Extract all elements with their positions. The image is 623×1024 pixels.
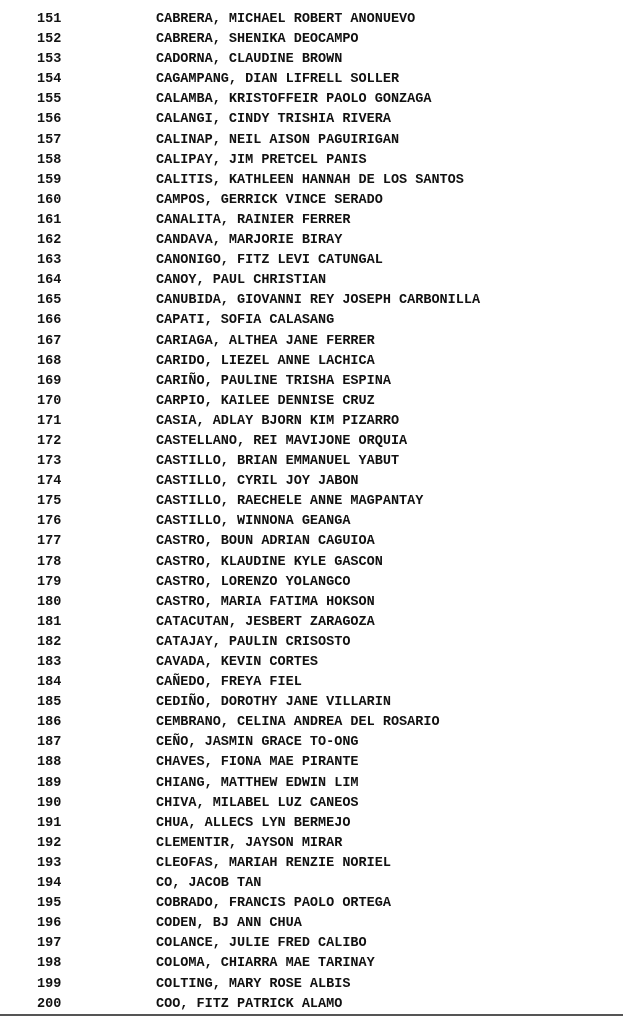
list-item <box>0 151 623 171</box>
entry-name: CLEOFAS, MARIAH RENZIE NORIEL <box>156 855 391 871</box>
entry-number: 191 <box>37 815 62 831</box>
entry-name: CASTILLO, CYRIL JOY JABON <box>156 474 359 490</box>
list-item <box>0 874 623 894</box>
entry-name: CHAVES, FIONA MAE PIRANTE <box>156 755 359 771</box>
page-bottom-rule <box>0 1014 623 1016</box>
list-item <box>0 573 623 593</box>
entry-name: COO, FITZ PATRICK ALAMO <box>156 996 343 1012</box>
entry-name: CLEMENTIR, JAYSON MIRAR <box>156 835 343 851</box>
entry-number: 165 <box>37 293 62 309</box>
list-item <box>0 251 623 271</box>
entry-number: 188 <box>37 755 62 771</box>
entry-number: 173 <box>37 454 62 470</box>
entry-number: 162 <box>37 233 62 249</box>
list-item <box>0 774 623 794</box>
list-item <box>0 432 623 452</box>
entry-name: CAVADA, KEVIN CORTES <box>156 655 319 670</box>
entry-name: CANDAVA, MARJORIE BIRAY <box>156 233 343 249</box>
entry-name: CODEN, BJ ANN CHUA <box>156 916 302 932</box>
entry-number: 187 <box>37 735 62 751</box>
entry-name: CHUA, ALLECS LYN BERMEJO <box>156 815 351 831</box>
list-item <box>0 492 623 512</box>
list-item <box>0 110 623 130</box>
entry-name: COLOMA, CHIARRA MAE TARINAY <box>156 956 375 972</box>
entry-number: 196 <box>37 916 62 932</box>
list-item <box>0 311 623 331</box>
entry-name: COLANCE, JULIE FRED CALIBO <box>156 936 367 952</box>
list-item <box>0 291 623 311</box>
entry-number: 170 <box>37 393 62 409</box>
list-item <box>0 693 623 713</box>
entry-number: 195 <box>37 896 62 912</box>
entry-name: CHIANG, MATTHEW EDWIN LIM <box>156 775 359 791</box>
entry-name: CAÑEDO, FREYA FIEL <box>156 675 302 691</box>
entry-name: CALANGI, CINDY TRISHIA RIVERA <box>156 112 391 128</box>
entry-name: CABRERA, SHENIKA DEOCAMPO <box>156 32 359 48</box>
entry-name: COLTING, MARY ROSE ALBIS <box>156 976 351 992</box>
entry-number: 199 <box>37 976 62 992</box>
entry-name: CARIÑO, PAULINE TRISHA ESPINA <box>156 373 391 389</box>
list-item <box>0 633 623 653</box>
list-item <box>0 70 623 90</box>
entry-number: 171 <box>37 413 62 429</box>
list-item <box>0 653 623 673</box>
entry-name: CALITIS, KATHLEEN HANNAH DE LOS SANTOS <box>156 172 464 188</box>
list-item <box>0 191 623 211</box>
list-item <box>0 131 623 151</box>
list-item <box>0 392 623 412</box>
entry-number: 193 <box>37 855 62 871</box>
entry-name: COBRADO, FRANCIS PAOLO ORTEGA <box>156 896 391 912</box>
entry-number: 197 <box>37 936 62 952</box>
list-item <box>0 995 623 1015</box>
entry-number: 169 <box>37 373 62 389</box>
entry-name: CATACUTAN, JESBERT ZARAGOZA <box>156 614 375 630</box>
entry-number: 174 <box>37 474 62 490</box>
list-item <box>0 412 623 432</box>
entry-name: CHIVA, MILABEL LUZ CANEOS <box>156 795 359 811</box>
entry-number: 198 <box>37 956 62 972</box>
entry-name: CASTELLANO, REI MAVIJONE ORQUIA <box>156 433 408 449</box>
entry-name: CANONIGO, FITZ LEVI CATUNGAL <box>156 253 383 269</box>
list-item <box>0 834 623 854</box>
entry-name: CASTRO, MARIA FATIMA HOKSON <box>156 594 375 610</box>
list-item <box>0 553 623 573</box>
entry-number: 180 <box>37 594 62 610</box>
list-item <box>0 954 623 974</box>
entry-name: CARPIO, KAILEE DENNISE CRUZ <box>156 393 375 409</box>
list-item <box>0 512 623 532</box>
entry-number: 192 <box>37 835 62 851</box>
entry-number: 158 <box>37 152 62 168</box>
entry-number: 182 <box>37 634 62 650</box>
entry-number: 172 <box>37 433 62 449</box>
entry-number: 160 <box>37 192 62 208</box>
entry-number: 155 <box>37 92 62 108</box>
entry-number: 151 <box>37 12 62 27</box>
entry-number: 161 <box>37 212 62 228</box>
entry-name: CASIA, ADLAY BJORN KIM PIZARRO <box>156 413 400 429</box>
entry-name: CASTRO, BOUN ADRIAN CAGUIOA <box>156 534 375 550</box>
list-item <box>0 894 623 914</box>
entry-number: 163 <box>37 253 62 269</box>
entry-name: CO, JACOB TAN <box>156 876 262 892</box>
list-item <box>0 613 623 633</box>
entry-number: 153 <box>37 52 62 68</box>
entry-name: CEDIÑO, DOROTHY JANE VILLARIN <box>156 695 391 711</box>
entry-name: CAMPOS, GERRICK VINCE SERADO <box>156 192 383 208</box>
entry-number: 177 <box>37 534 62 550</box>
list-item <box>0 593 623 613</box>
entry-number: 175 <box>37 494 62 510</box>
entry-number: 181 <box>37 614 62 630</box>
entry-number: 166 <box>37 313 62 329</box>
entry-name: CARIAGA, ALTHEA JANE FERRER <box>156 333 375 349</box>
entry-name: CASTILLO, BRIAN EMMANUEL YABUT <box>156 454 400 470</box>
entry-number: 183 <box>37 655 62 670</box>
list-item <box>0 372 623 392</box>
entry-name: CALINAP, NEIL AISON PAGUIRIGAN <box>156 132 400 148</box>
list-item <box>0 50 623 70</box>
entry-number: 164 <box>37 273 62 289</box>
entry-name: CEÑO, JASMIN GRACE TO-ONG <box>156 735 359 751</box>
entry-name: CALAMBA, KRISTOFFEIR PAOLO GONZAGA <box>156 92 432 108</box>
entry-name: CABRERA, MICHAEL ROBERT ANONUEVO <box>156 12 416 27</box>
list-item <box>0 332 623 352</box>
list-item <box>0 452 623 472</box>
entry-number: 159 <box>37 172 62 188</box>
entry-number: 190 <box>37 795 62 811</box>
list-item <box>0 171 623 191</box>
entry-number: 152 <box>37 32 62 48</box>
entry-number: 168 <box>37 353 62 369</box>
entry-number: 200 <box>37 996 62 1012</box>
list-item <box>0 352 623 372</box>
list-item <box>0 231 623 251</box>
entry-number: 186 <box>37 715 62 731</box>
list-item <box>0 854 623 874</box>
entry-name: CASTILLO, RAECHELE ANNE MAGPANTAY <box>156 494 424 510</box>
name-list <box>0 10 623 1015</box>
entry-number: 154 <box>37 72 62 88</box>
entry-number: 185 <box>37 695 62 711</box>
entry-name: CANOY, PAUL CHRISTIAN <box>156 273 327 289</box>
entry-name: CAGAMPANG, DIAN LIFRELL SOLLER <box>156 72 400 88</box>
entry-number: 179 <box>37 574 62 590</box>
entry-number: 157 <box>37 132 62 148</box>
list-item <box>0 934 623 954</box>
entry-name: CARIDO, LIEZEL ANNE LACHICA <box>156 353 375 369</box>
entry-number: 194 <box>37 876 62 892</box>
list-item <box>0 271 623 291</box>
entry-name: CANUBIDA, GIOVANNI REY JOSEPH CARBONILLA <box>156 293 481 309</box>
list-item <box>0 10 623 30</box>
entry-number: 176 <box>37 514 62 530</box>
entry-name: CASTRO, LORENZO YOLANGCO <box>156 574 351 590</box>
entry-number: 189 <box>37 775 62 791</box>
entry-number: 178 <box>37 554 62 570</box>
list-item <box>0 673 623 693</box>
list-item <box>0 472 623 492</box>
list-item <box>0 733 623 753</box>
list-item <box>0 753 623 773</box>
entry-name: CANALITA, RAINIER FERRER <box>156 212 351 228</box>
entry-number: 184 <box>37 675 62 691</box>
entry-name: CATAJAY, PAULIN CRISOSTO <box>156 634 351 650</box>
list-item <box>0 914 623 934</box>
list-item <box>0 30 623 50</box>
list-item <box>0 814 623 834</box>
entry-name: CADORNA, CLAUDINE BROWN <box>156 52 343 68</box>
entry-name: CEMBRANO, CELINA ANDREA DEL ROSARIO <box>156 715 440 731</box>
entry-name: CAPATI, SOFIA CALASANG <box>156 313 335 329</box>
list-item <box>0 211 623 231</box>
entry-number: 156 <box>37 112 62 128</box>
entry-number: 167 <box>37 333 62 349</box>
list-item <box>0 794 623 814</box>
list-item <box>0 532 623 552</box>
entry-name: CALIPAY, JIM PRETCEL PANIS <box>156 152 367 168</box>
list-item <box>0 90 623 110</box>
entry-name: CASTILLO, WINNONA GEANGA <box>156 514 351 530</box>
list-item <box>0 975 623 995</box>
entry-name: CASTRO, KLAUDINE KYLE GASCON <box>156 554 383 570</box>
list-item <box>0 713 623 733</box>
